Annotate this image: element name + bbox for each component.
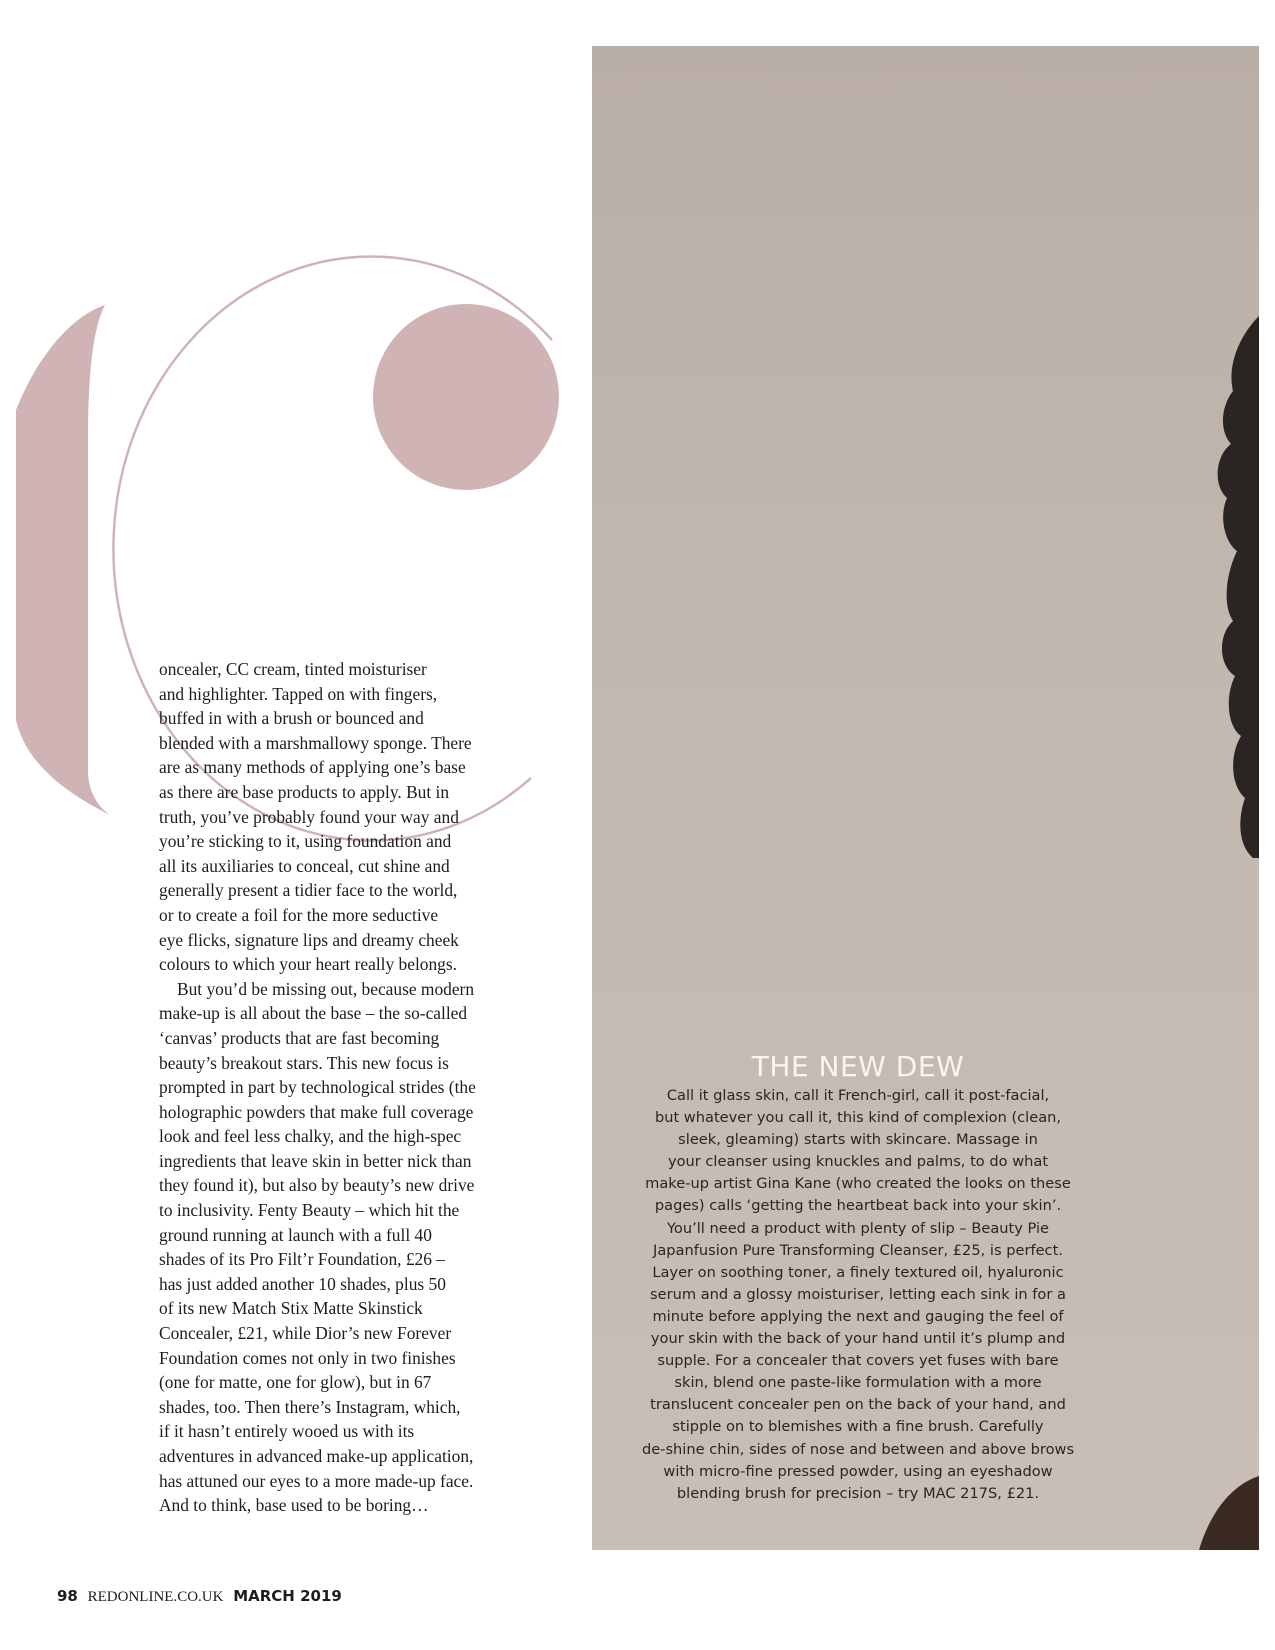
sidebar-line: stipple on to blemishes with a fine brush. Carefully (672, 1418, 1044, 1436)
sidebar-the-new-dew (628, 1050, 1088, 1505)
text-line: of its new Match Stix Matte Skinstick (159, 1298, 423, 1319)
sidebar-line: sleek, gleaming) starts with skincare. Massage in (678, 1131, 1038, 1149)
text-line: make-up is all about the base – the so-called (159, 1003, 468, 1024)
sidebar-line: blending brush for precision – try MAC 217S, £21. (676, 1484, 1040, 1502)
sidebar-line: supple. For a concealer that covers yet fuses with bare (657, 1352, 1059, 1370)
sidebar-line: your skin with the back of your hand until it’s plump and (650, 1330, 1066, 1348)
text-line: has just added another 10 shades, plus 50 (159, 1273, 446, 1294)
text-line: if it hasn’t entirely wooed us with its (159, 1421, 415, 1442)
text-line: eye flicks, signature lips and dreamy cheek (159, 929, 459, 950)
text-line: ingredients that leave skin in better nick than (159, 1150, 472, 1171)
text-line: you’re sticking to it, using foundation and (159, 831, 452, 852)
text-line: But you’d be missing out, because modern (177, 978, 475, 999)
sidebar-line: Call it glass skin, call it French-girl, call it post-facial, (666, 1087, 1050, 1104)
article-paragraph-2 (159, 977, 533, 1518)
text-line: beauty’s breakout stars. This new focus is (159, 1052, 449, 1073)
text-line: Foundation comes not only in two finishes (159, 1347, 456, 1368)
article-paragraph-1 (159, 657, 533, 977)
text-line: colours to which your heart really belongs. (159, 954, 457, 975)
sidebar-line: make-up artist Gina Kane (who created the looks on these (645, 1175, 1071, 1193)
article-body (159, 657, 533, 1518)
text-line: truth, you’ve probably found your way and (159, 806, 459, 827)
text-line: (one for matte, one for glow), but in 67 (159, 1372, 432, 1393)
sidebar-line: but whatever you call it, this kind of complexion (clean, (654, 1109, 1062, 1127)
text-line: Concealer, £21, while Dior’s new Forever (159, 1323, 452, 1344)
text-line: ground running at launch with a full 40 (159, 1224, 432, 1245)
text-line: shades, too. Then there’s Instagram, which, (159, 1396, 461, 1417)
sidebar-line: You’ll need a product with plenty of slip – Beauty Pie (666, 1219, 1050, 1237)
sidebar-line: skin, blend one paste-like formulation with a more (674, 1374, 1042, 1392)
text-line: are as many methods of applying one’s base (159, 757, 466, 778)
text-line: shades of its Pro Filt’r Foundation, £26 – (159, 1249, 445, 1270)
sidebar-line: minute before applying the next and gauging the feel of (652, 1307, 1064, 1325)
sidebar-line: serum and a glossy moisturiser, letting each sink in for a (650, 1285, 1066, 1303)
sidebar-heading: THE NEW DEW (751, 1050, 965, 1083)
text-line: as there are base products to apply. But in (159, 781, 450, 802)
text-line: or to create a foil for the more seductive (159, 904, 439, 925)
text-line: generally present a tidier face to the world, (159, 880, 458, 901)
text-line: blended with a marshmallowy sponge. There (159, 732, 472, 753)
text-line: buffed in with a brush or bounced and (159, 708, 424, 729)
page-number: 98 (57, 1587, 78, 1605)
text-line: oncealer, CC cream, tinted moisturiser (159, 659, 427, 679)
sidebar-line: Layer on soothing toner, a finely textured oil, hyaluronic (652, 1263, 1064, 1281)
text-line: they found it), but also by beauty’s new drive (159, 1175, 475, 1196)
sidebar-line: de-shine chin, sides of nose and between and above brows (641, 1440, 1075, 1458)
text-line: all its auxiliaries to conceal, cut shine and (159, 855, 450, 876)
text-line: and highlighter. Tapped on with fingers, (159, 683, 438, 704)
text-line: adventures in advanced make-up application, (159, 1446, 474, 1466)
sidebar-line: translucent concealer pen on the back of your hand, and (650, 1396, 1066, 1414)
text-line: holographic powders that make full coverage (159, 1101, 474, 1122)
sidebar-line: pages) calls ‘getting the heartbeat back into your skin’. (654, 1197, 1062, 1215)
text-line: has attuned our eyes to a more made-up face. (159, 1470, 474, 1491)
hair-silhouette-icon (1129, 46, 1259, 1550)
page-folio (57, 1587, 342, 1606)
text-line: And to think, base used to be boring… (159, 1495, 429, 1516)
text-line: ‘canvas’ products that are fast becoming (159, 1027, 440, 1048)
website-url: REDONLINE.CO.UK (87, 1589, 224, 1605)
sidebar-line: your cleanser using knuckles and palms, to do what (667, 1153, 1049, 1171)
issue-date: MARCH 2019 (233, 1587, 342, 1605)
sidebar-body (628, 1085, 1088, 1505)
text-line: prompted in part by technological strides (the (159, 1077, 476, 1098)
text-line: look and feel less chalky, and the high-spec (159, 1126, 462, 1147)
sidebar-line: Japanfusion Pure Transforming Cleanser, £25, is perfect. (653, 1241, 1063, 1259)
sidebar-line: with micro-fine pressed powder, using an eyeshadow (663, 1462, 1053, 1480)
text-line: to inclusivity. Fenty Beauty – which hit the (159, 1200, 460, 1221)
